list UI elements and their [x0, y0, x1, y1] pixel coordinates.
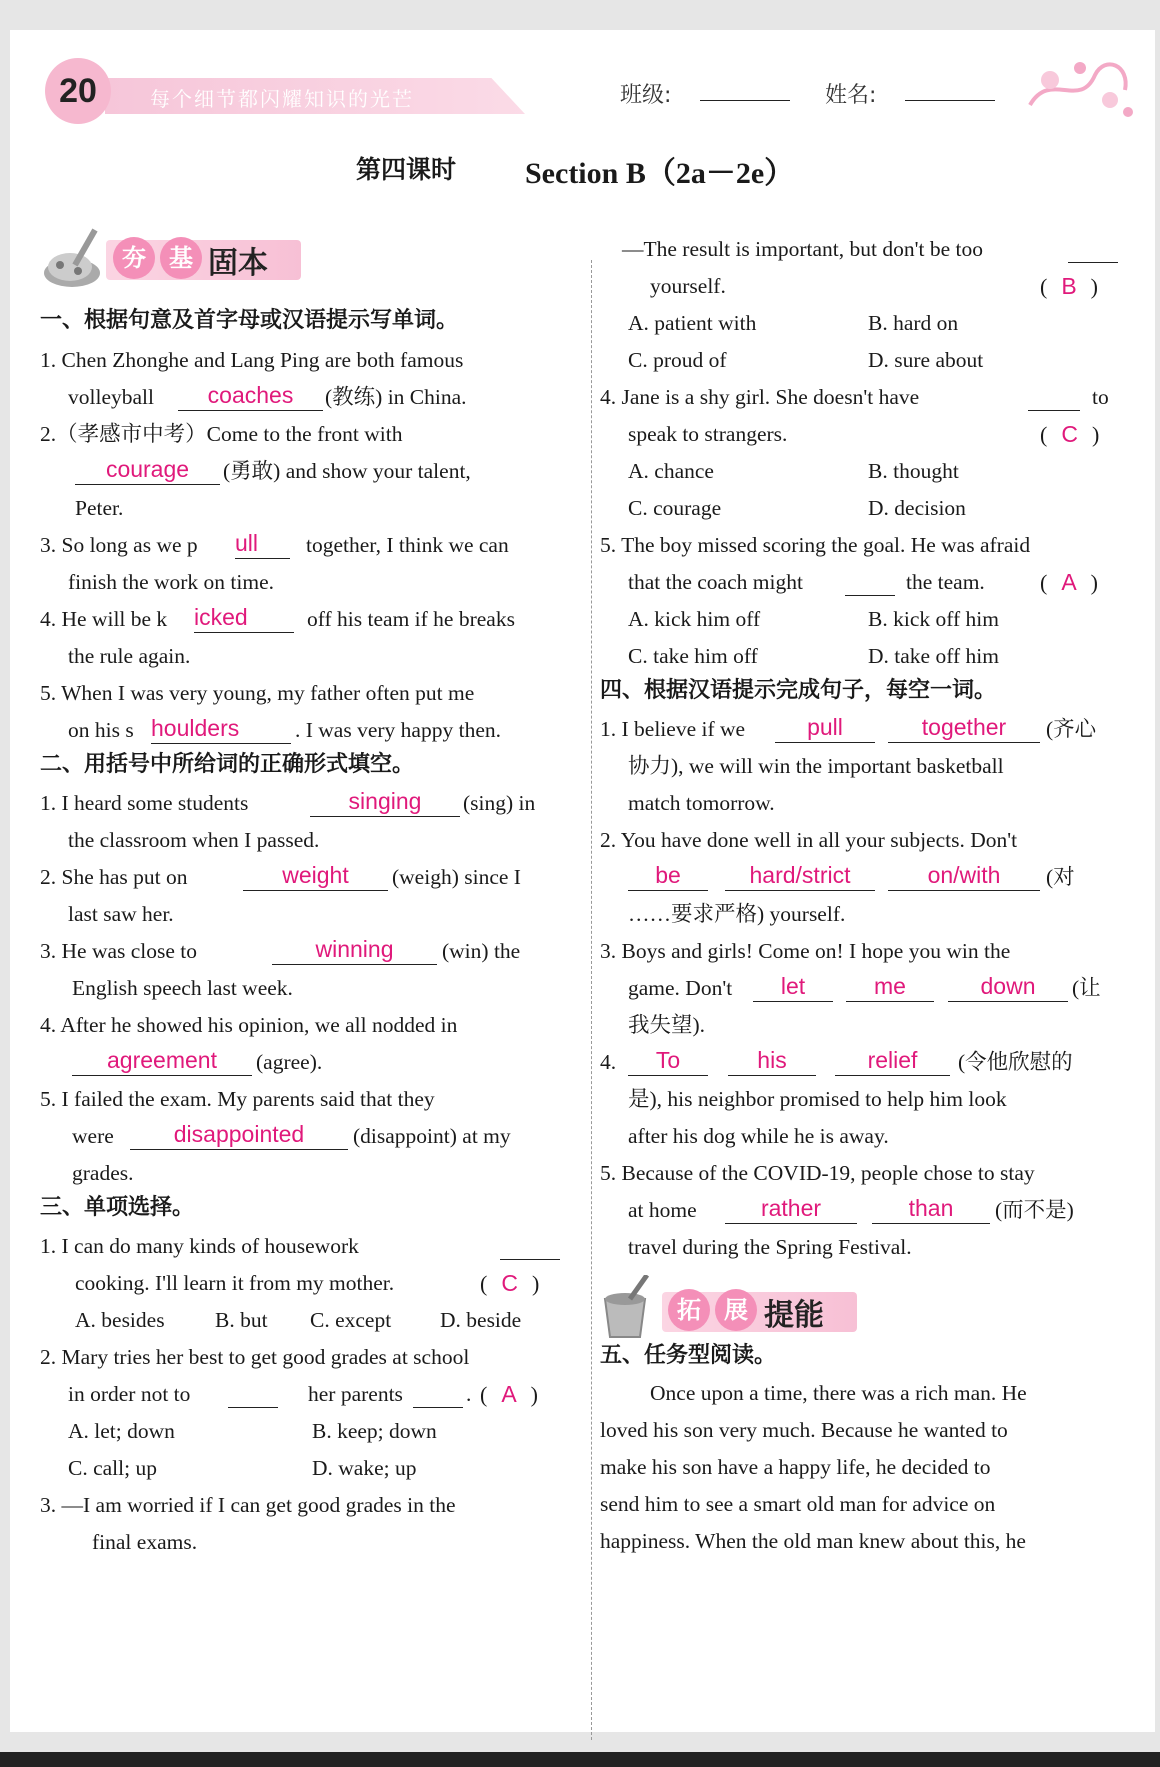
answer-blank[interactable] [72, 1045, 252, 1076]
answer-blank[interactable] [1068, 232, 1118, 263]
question-text: (勇敢) and show your talent, [223, 459, 471, 483]
answer-text: on/with [927, 862, 1001, 888]
answer-blank[interactable] [228, 1377, 278, 1408]
question-text: 2.（孝感市中考）Come to the front with [40, 422, 403, 446]
badge-char-2: 展 [715, 1289, 757, 1331]
answer-text: To [655, 1047, 681, 1073]
question-text: (disappoint) at my [353, 1124, 511, 1148]
answer-blank[interactable] [194, 602, 294, 633]
answer-text: be [655, 862, 681, 888]
question-text: (而不是) [995, 1198, 1074, 1222]
part4-heading: 四、根据汉语提示完成句子，每空一词。 [600, 678, 997, 703]
option: D. sure about [868, 348, 984, 372]
question-text: in order not to [68, 1382, 191, 1406]
question-text: final exams. [92, 1530, 198, 1554]
answer-choice: A [1061, 569, 1077, 595]
question-text: (令他欣慰的 [958, 1050, 1073, 1074]
question-text: . I was very happy then. [295, 718, 501, 742]
question-text: ……要求严格) yourself. [628, 902, 846, 926]
answer-blank[interactable] [130, 1119, 348, 1150]
answer-blank[interactable] [725, 860, 875, 891]
answer-text: rather [760, 1195, 822, 1221]
passage-line: loved his son very much. Because he wanted to [600, 1418, 1008, 1442]
question-text: after his dog while he is away. [628, 1124, 889, 1148]
answer-blank[interactable] [413, 1377, 463, 1408]
question-text: grades. [72, 1161, 134, 1185]
question-text: 2. You have done well in all your subjects. Don't [600, 828, 1018, 852]
question-text: 4. [600, 1050, 617, 1074]
answer-blank[interactable] [775, 712, 875, 743]
part1-heading: 一、根据句意及首字母或汉语提示写单词。 [40, 308, 459, 333]
answer-blank[interactable] [628, 1045, 708, 1076]
question-text: at home [628, 1198, 697, 1222]
option: D. decision [868, 496, 966, 520]
answer-blank[interactable] [151, 713, 291, 744]
question-text: 我失望). [628, 1013, 706, 1037]
class-label: 班级: [620, 83, 672, 108]
option: A. kick him off [628, 607, 761, 631]
question-text: . [466, 1382, 472, 1406]
answer-blank[interactable] [272, 934, 437, 965]
answer-text: together [921, 714, 1007, 740]
question-text: speak to strangers. [628, 422, 788, 446]
answer-blank[interactable] [628, 860, 708, 891]
answer-blank[interactable] [845, 565, 895, 596]
passage-line: send him to see a smart old man for advice on [600, 1492, 996, 1516]
answer-parentheses[interactable]: ( A ) [1040, 569, 1098, 595]
badge-char-1: 夯 [113, 237, 155, 279]
question-text: on his s [68, 718, 134, 742]
brush-cup-icon [40, 225, 108, 293]
question-text: (齐心 [1046, 717, 1097, 741]
badge-char-1: 拓 [668, 1289, 710, 1331]
answer-text: ull [235, 530, 259, 556]
option: C. proud of [628, 348, 727, 372]
question-text: cooking. I'll learn it from my mother. [75, 1271, 395, 1295]
answer-text: singing [348, 788, 422, 814]
option: C. courage [628, 496, 722, 520]
question-text: 1. I can do many kinds of housework [40, 1234, 359, 1258]
answer-blank[interactable] [948, 971, 1068, 1002]
badge-text: 固本 [208, 246, 268, 281]
option: D. wake; up [312, 1456, 417, 1480]
name-label: 姓名: [825, 83, 877, 108]
passage-line: make his son have a happy life, he decided to [600, 1455, 991, 1479]
question-text: (对 [1046, 865, 1075, 889]
question-text: 是), his neighbor promised to help him look [628, 1087, 1007, 1111]
option: C. except [310, 1308, 392, 1332]
answer-choice: B [1061, 273, 1077, 299]
option: A. chance [628, 459, 714, 483]
answer-text: agreement [107, 1047, 217, 1073]
answer-text: winning [315, 936, 394, 962]
question-text: 1. I heard some students [40, 791, 249, 815]
answer-text: pull [807, 714, 843, 740]
answer-text: coaches [207, 382, 294, 408]
question-text: 2. She has put on [40, 865, 188, 889]
answer-text: weight [282, 862, 349, 888]
question-text: (教练) in China. [325, 385, 467, 409]
option: D. beside [440, 1308, 522, 1332]
question-text: 3. —I am worried if I can get good grades in the [40, 1493, 456, 1517]
question-text: 5. I failed the exam. My parents said that they [40, 1087, 435, 1111]
answer-blank[interactable] [500, 1229, 560, 1260]
question-text: travel during the Spring Festival. [628, 1235, 912, 1259]
question-text: volleyball [68, 385, 154, 409]
question-text: together, I think we can [306, 533, 509, 557]
option: D. take off him [868, 644, 999, 668]
question-text: 协力), we will win the important basketball [628, 754, 1004, 778]
question-text: last saw her. [68, 902, 174, 926]
question-text: (sing) in [463, 791, 536, 815]
question-text: 2. Mary tries her best to get good grades at school [40, 1345, 470, 1369]
question-text: off his team if he breaks [307, 607, 515, 631]
badge-char-2: 基 [160, 237, 202, 279]
question-text: 3. He was close to [40, 939, 198, 963]
answer-blank[interactable] [1028, 380, 1080, 411]
question-text: the classroom when I passed. [68, 828, 320, 852]
part3-heading: 三、单项选择。 [40, 1195, 195, 1220]
answer-blank[interactable] [75, 454, 220, 485]
question-text: (让 [1072, 976, 1101, 1000]
question-text: 4. After he showed his opinion, we all nodded in [40, 1013, 458, 1037]
question-text: were [72, 1124, 114, 1148]
floral-ornament-icon [1020, 50, 1140, 120]
option: A. patient with [628, 311, 757, 335]
answer-blank[interactable] [178, 380, 323, 411]
question-text: yourself. [650, 274, 726, 298]
question-text: game. Don't [628, 976, 733, 1000]
question-text: that the coach might [628, 570, 803, 594]
question-text: English speech last week. [72, 976, 293, 1000]
part2-heading: 二、用括号中所给词的正确形式填空。 [40, 752, 415, 777]
answer-blank[interactable] [725, 1193, 857, 1224]
passage-line: Once upon a time, there was a rich man. He [650, 1381, 1027, 1405]
option: B. thought [868, 459, 959, 483]
question-text: Peter. [75, 496, 124, 520]
class-field[interactable] [700, 100, 790, 101]
question-text: 3. So long as we p [40, 533, 198, 557]
question-text: match tomorrow. [628, 791, 775, 815]
question-text: 4. He will be k [40, 607, 168, 631]
question-text: 1. Chen Zhonghe and Lang Ping are both famous [40, 348, 464, 372]
answer-text: disappointed [173, 1121, 305, 1147]
answer-blank[interactable] [888, 712, 1040, 743]
answer-parentheses[interactable]: ( A ) [480, 1381, 538, 1407]
question-text: 4. Jane is a shy girl. She doesn't have [600, 385, 920, 409]
answer-blank[interactable] [753, 971, 833, 1002]
question-text: 5. The boy missed scoring the goal. He was afraid [600, 533, 1031, 557]
question-text: 5. When I was very young, my father often put me [40, 681, 475, 705]
worksheet-page [10, 30, 1155, 1732]
option: A. let; down [68, 1419, 175, 1443]
question-text: the rule again. [68, 644, 191, 668]
question-text: (win) the [442, 939, 521, 963]
answer-text: relief [867, 1047, 918, 1073]
question-text: 1. I believe if we [600, 717, 746, 741]
answer-blank[interactable] [235, 528, 290, 559]
question-text: to [1092, 385, 1109, 409]
answer-blank[interactable] [310, 786, 460, 817]
answer-blank[interactable] [846, 971, 934, 1002]
option: B. hard on [868, 311, 959, 335]
part5-heading: 五、任务型阅读。 [600, 1343, 777, 1368]
question-text: 3. Boys and girls! Come on! I hope you win the [600, 939, 1011, 963]
bucket-brush-icon [595, 1275, 661, 1341]
badge-text: 提能 [764, 1298, 824, 1333]
answer-text: his [757, 1047, 787, 1073]
answer-parentheses[interactable]: ( C ) [480, 1270, 540, 1296]
header-slogan: 每个细节都闪耀知识的光芒 [150, 87, 414, 111]
option: B. keep; down [312, 1419, 437, 1443]
answer-choice: C [1061, 421, 1078, 447]
option: A. besides [75, 1308, 165, 1332]
lesson-label: 第四课时 [356, 155, 457, 184]
answer-text: than [908, 1195, 954, 1221]
answer-parentheses[interactable]: ( B ) [1040, 273, 1098, 299]
answer-blank[interactable] [835, 1045, 950, 1076]
answer-blank[interactable] [243, 860, 388, 891]
question-text: (agree). [256, 1050, 323, 1074]
answer-text: down [980, 973, 1036, 999]
section-title: Section B（2a－2e） [525, 157, 795, 190]
name-field[interactable] [905, 100, 995, 101]
answer-text: let [780, 973, 806, 999]
answer-text: icked [194, 604, 248, 630]
answer-choice: A [501, 1381, 517, 1407]
answer-choice: C [501, 1270, 518, 1296]
option: B. kick off him [868, 607, 999, 631]
answer-parentheses[interactable]: ( C ) [1040, 421, 1100, 447]
question-text: finish the work on time. [68, 570, 275, 594]
answer-text: courage [105, 456, 190, 482]
answer-blank[interactable] [872, 1193, 990, 1224]
column-divider [591, 260, 592, 1740]
question-text: the team. [906, 570, 985, 594]
answer-text: me [874, 973, 906, 999]
passage-line: happiness. When the old man knew about this, he [600, 1529, 1026, 1553]
option: C. call; up [68, 1456, 157, 1480]
answer-blank[interactable] [728, 1045, 816, 1076]
question-text: 5. Because of the COVID-19, people chose to stay [600, 1161, 1035, 1185]
question-text: (weigh) since I [392, 865, 521, 889]
bottom-bar [0, 1752, 1160, 1767]
option: B. but [215, 1308, 268, 1332]
page-number: 20 [59, 72, 97, 110]
answer-blank[interactable] [888, 860, 1040, 891]
question-text: her parents [308, 1382, 403, 1406]
option: C. take him off [628, 644, 758, 668]
answer-text: houlders [151, 715, 240, 741]
answer-text: hard/strict [749, 862, 851, 888]
question-text: —The result is important, but don't be too [622, 237, 983, 261]
